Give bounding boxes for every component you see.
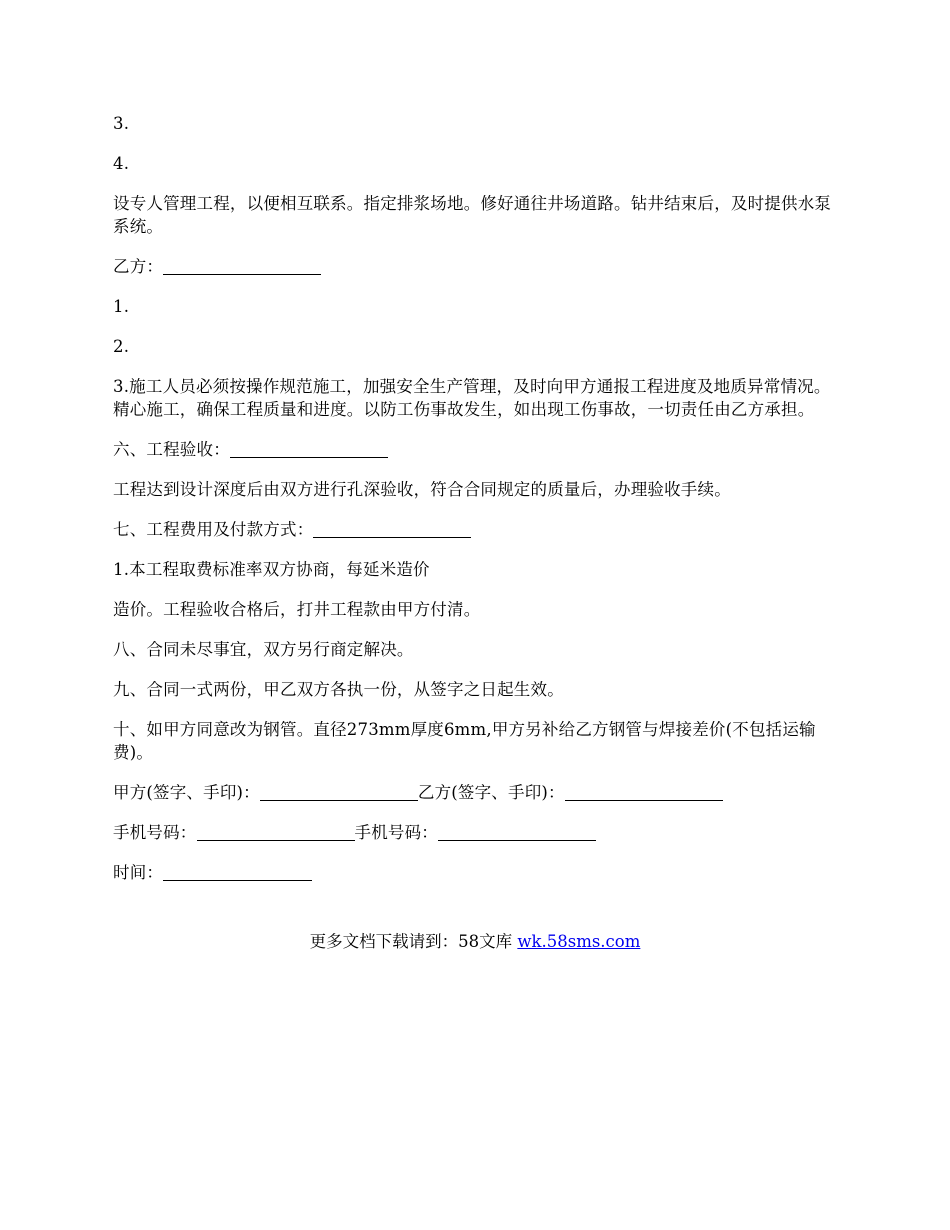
phone-line — [113, 821, 843, 844]
party-b-phone-blank — [438, 822, 596, 841]
time-line — [113, 861, 843, 884]
party-b-sign-label: 乙方(签字、手印)： — [417, 783, 565, 802]
party-a-sign-label: 甲方(签字、手印)： — [113, 783, 260, 802]
party-a-duties-paragraph: 设专人管理工程，以便相互联系。指定排浆场地。修好通往井场道路。钻井结束后，及时提供水泵系统。 — [113, 194, 832, 236]
time-blank — [163, 862, 312, 881]
section-8-paragraph: 八、合同未尽事宜，双方另行商定解决。 — [113, 640, 414, 659]
section-6-blank — [230, 439, 388, 458]
section-9-paragraph: 九、合同一式两份，甲乙双方各执一份，从签字之日起生效。 — [113, 680, 564, 699]
party-b-heading — [113, 255, 843, 278]
item-4: 4. — [113, 154, 130, 173]
party-b-label: 乙方： — [113, 257, 164, 276]
item-2: 2. — [113, 337, 130, 356]
party-b-blank — [163, 256, 321, 275]
section-6-heading — [113, 438, 843, 461]
section-6-label: 六、工程验收： — [113, 440, 230, 459]
item-1: 1. — [113, 297, 130, 316]
section-7-heading — [113, 518, 843, 541]
time-label: 时间： — [113, 863, 164, 882]
footer-link[interactable]: wk.58sms.com — [517, 932, 641, 951]
signature-line — [113, 781, 843, 804]
party-a-phone-blank — [197, 822, 355, 841]
acceptance-paragraph: 工程达到设计深度后由双方进行孔深验收，符合合同规定的质量后，办理验收手续。 — [113, 480, 731, 499]
item-3: 3. — [113, 114, 130, 133]
footer-text: 更多文档下载请到：58文库 — [309, 932, 518, 951]
party-a-sign-blank — [260, 782, 418, 801]
section-7-blank — [313, 519, 471, 538]
party-b-sign-blank — [565, 782, 723, 801]
section-7-label: 七、工程费用及付款方式： — [113, 520, 314, 539]
party-b-duties-paragraph: 3.施工人员必须按操作规范施工，加强安全生产管理，及时向甲方通报工程进度及地质异常情况。精心施工，确保工程质量和进度。以防工伤事故发生，如出现工伤事故，一切责任由乙方承担。 — [113, 377, 831, 419]
footer — [0, 930, 950, 953]
fee-standard-paragraph: 1.本工程取费标准率双方协商，每延米造价 — [113, 560, 430, 579]
party-b-phone-label: 手机号码： — [354, 823, 438, 842]
section-10-paragraph: 十、如甲方同意改为钢管。直径273mm厚度6mm,甲方另补给乙方钢管与焊接差价(不包括运输费)。 — [113, 720, 816, 762]
document-body — [113, 112, 843, 901]
party-a-phone-label: 手机号码： — [113, 823, 197, 842]
payment-paragraph: 造价。工程验收合格后，打井工程款由甲方付清。 — [113, 600, 481, 619]
